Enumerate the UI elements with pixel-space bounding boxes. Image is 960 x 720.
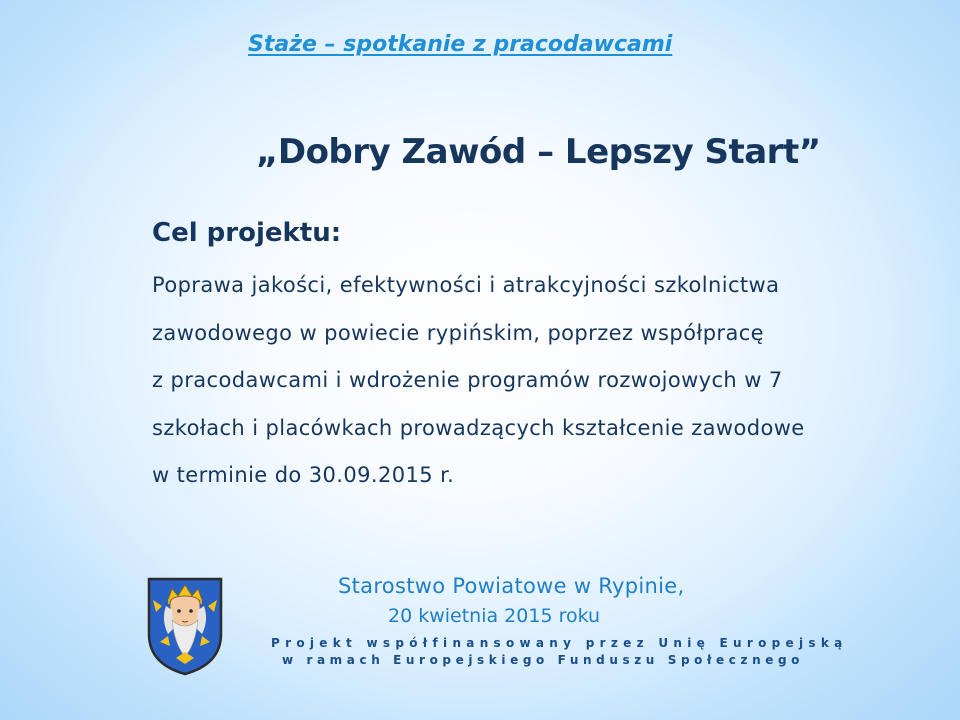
goal-line: zawodowego w powiecie rypińskim, poprzez współpracę [152,320,764,345]
coat-of-arms-icon [146,576,224,676]
slide-title: Staże – spotkanie z pracodawcami [248,32,673,57]
funding-note-line1: Projekt współfinansowany przez Unię Europejską [271,636,848,650]
project-headline: „Dobry Zawód – Lepszy Start” [256,132,821,172]
goal-line: szkołach i placówkach prowadzących kształcenie zawodowe [152,415,805,440]
footer-date: 20 kwietnia 2015 roku [388,605,601,627]
funding-note-line2: w ramach Europejskiego Funduszu Społecznego [282,653,804,667]
footer-organization: Starostwo Powiatowe w Rypinie, [338,574,685,598]
goal-line: z pracodawcami i wdrożenie programów rozwojowych w 7 [152,368,783,393]
goal-line: w terminie do 30.09.2015 r. [152,463,455,488]
goal-label: Cel projektu: [152,218,342,248]
goal-line: Poprawa jakości, efektywności i atrakcyjności szkolnictwa [152,273,780,297]
goal-description [152,262,805,500]
